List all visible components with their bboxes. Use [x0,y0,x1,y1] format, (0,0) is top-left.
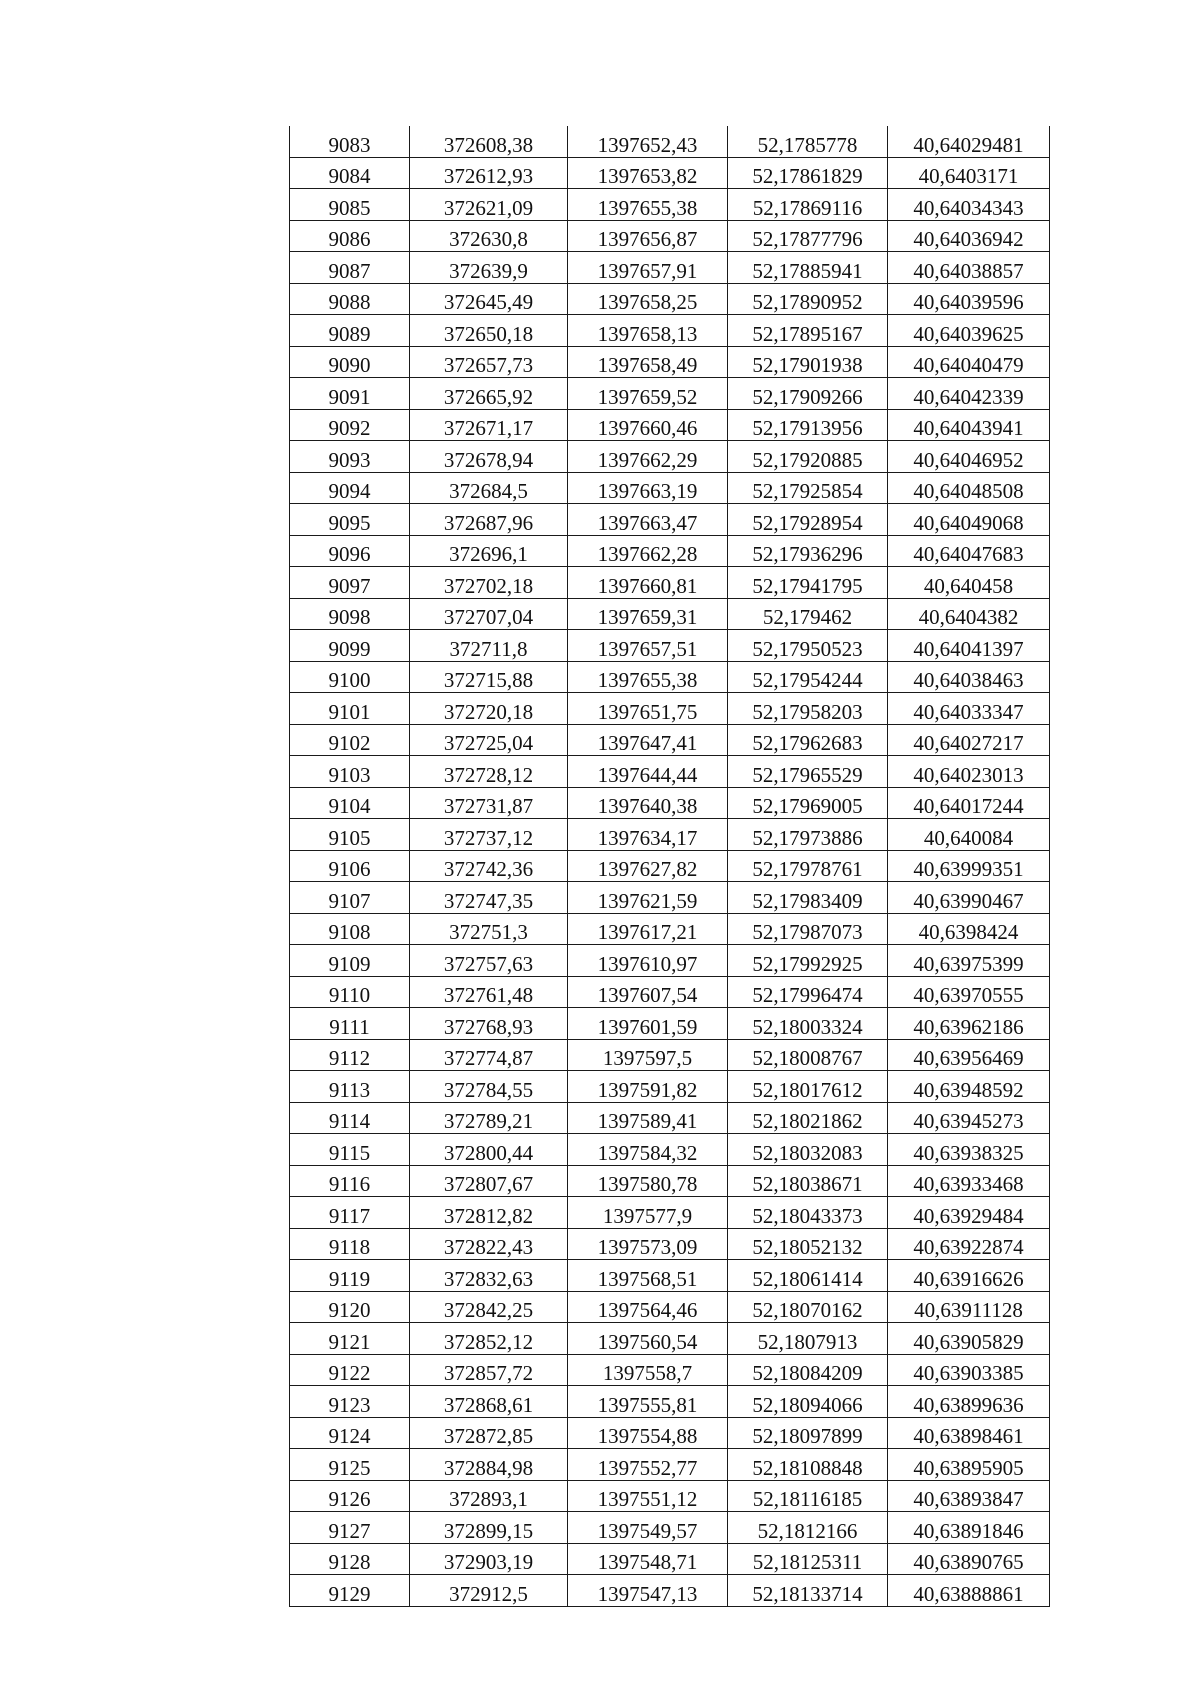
latitude-cell: 52,18084209 [728,1354,888,1386]
y-coordinate-cell: 1397660,46 [568,409,728,441]
y-coordinate-cell: 1397555,81 [568,1386,728,1418]
longitude-cell: 40,63898461 [888,1417,1050,1449]
point-number-cell: 9090 [290,346,410,378]
latitude-cell: 52,17901938 [728,346,888,378]
point-number-cell: 9083 [290,126,410,157]
y-coordinate-cell: 1397647,41 [568,724,728,756]
longitude-cell: 40,64029481 [888,126,1050,157]
coordinates-table [289,126,1050,1607]
longitude-cell: 40,63922874 [888,1228,1050,1260]
x-coordinate-cell: 372842,25 [410,1291,568,1323]
point-number-cell: 9116 [290,1165,410,1197]
table-row [290,1354,1050,1386]
x-coordinate-cell: 372702,18 [410,567,568,599]
point-number-cell: 9123 [290,1386,410,1418]
x-coordinate-cell: 372893,1 [410,1480,568,1512]
latitude-cell: 52,1785778 [728,126,888,157]
latitude-cell: 52,18061414 [728,1260,888,1292]
latitude-cell: 52,18017612 [728,1071,888,1103]
point-number-cell: 9084 [290,157,410,189]
x-coordinate-cell: 372715,88 [410,661,568,693]
table-row [290,567,1050,599]
x-coordinate-cell: 372665,92 [410,378,568,410]
longitude-cell: 40,64046952 [888,441,1050,473]
x-coordinate-cell: 372912,5 [410,1575,568,1607]
latitude-cell: 52,17936296 [728,535,888,567]
longitude-cell: 40,63911128 [888,1291,1050,1323]
y-coordinate-cell: 1397655,38 [568,661,728,693]
latitude-cell: 52,18097899 [728,1417,888,1449]
point-number-cell: 9120 [290,1291,410,1323]
point-number-cell: 9111 [290,1008,410,1040]
y-coordinate-cell: 1397651,75 [568,693,728,725]
x-coordinate-cell: 372728,12 [410,756,568,788]
point-number-cell: 9085 [290,189,410,221]
x-coordinate-cell: 372737,12 [410,819,568,851]
table-row [290,1575,1050,1607]
point-number-cell: 9086 [290,220,410,252]
latitude-cell: 52,18094066 [728,1386,888,1418]
y-coordinate-cell: 1397547,13 [568,1575,728,1607]
table-row [290,1008,1050,1040]
y-coordinate-cell: 1397659,31 [568,598,728,630]
x-coordinate-cell: 372696,1 [410,535,568,567]
latitude-cell: 52,17928954 [728,504,888,536]
latitude-cell: 52,17950523 [728,630,888,662]
y-coordinate-cell: 1397657,51 [568,630,728,662]
latitude-cell: 52,18133714 [728,1575,888,1607]
y-coordinate-cell: 1397584,32 [568,1134,728,1166]
point-number-cell: 9127 [290,1512,410,1544]
longitude-cell: 40,63895905 [888,1449,1050,1481]
point-number-cell: 9114 [290,1102,410,1134]
table-row [290,693,1050,725]
y-coordinate-cell: 1397568,51 [568,1260,728,1292]
x-coordinate-cell: 372684,5 [410,472,568,504]
longitude-cell: 40,63970555 [888,976,1050,1008]
latitude-cell: 52,17920885 [728,441,888,473]
y-coordinate-cell: 1397658,25 [568,283,728,315]
table-row [290,1417,1050,1449]
table-row [290,724,1050,756]
table-row [290,504,1050,536]
y-coordinate-cell: 1397577,9 [568,1197,728,1229]
latitude-cell: 52,18038671 [728,1165,888,1197]
longitude-cell: 40,6398424 [888,913,1050,945]
longitude-cell: 40,6403171 [888,157,1050,189]
coordinates-table-body [290,126,1050,1606]
latitude-cell: 52,18032083 [728,1134,888,1166]
table-row [290,850,1050,882]
table-row [290,441,1050,473]
table-row [290,409,1050,441]
x-coordinate-cell: 372687,96 [410,504,568,536]
point-number-cell: 9100 [290,661,410,693]
x-coordinate-cell: 372903,19 [410,1543,568,1575]
table-row [290,787,1050,819]
table-row [290,945,1050,977]
x-coordinate-cell: 372650,18 [410,315,568,347]
longitude-cell: 40,64040479 [888,346,1050,378]
y-coordinate-cell: 1397552,77 [568,1449,728,1481]
table-row [290,126,1050,157]
y-coordinate-cell: 1397560,54 [568,1323,728,1355]
table-row [290,378,1050,410]
table-row [290,535,1050,567]
point-number-cell: 9117 [290,1197,410,1229]
y-coordinate-cell: 1397627,82 [568,850,728,882]
x-coordinate-cell: 372645,49 [410,283,568,315]
longitude-cell: 40,63891846 [888,1512,1050,1544]
x-coordinate-cell: 372899,15 [410,1512,568,1544]
latitude-cell: 52,1812166 [728,1512,888,1544]
latitude-cell: 52,17992925 [728,945,888,977]
latitude-cell: 52,18116185 [728,1480,888,1512]
y-coordinate-cell: 1397662,28 [568,535,728,567]
longitude-cell: 40,63945273 [888,1102,1050,1134]
longitude-cell: 40,64036942 [888,220,1050,252]
latitude-cell: 52,18125311 [728,1543,888,1575]
x-coordinate-cell: 372608,38 [410,126,568,157]
x-coordinate-cell: 372747,35 [410,882,568,914]
y-coordinate-cell: 1397601,59 [568,1008,728,1040]
x-coordinate-cell: 372768,93 [410,1008,568,1040]
latitude-cell: 52,17983409 [728,882,888,914]
latitude-cell: 52,17885941 [728,252,888,284]
longitude-cell: 40,64049068 [888,504,1050,536]
table-row [290,598,1050,630]
latitude-cell: 52,17973886 [728,819,888,851]
longitude-cell: 40,64039625 [888,315,1050,347]
point-number-cell: 9129 [290,1575,410,1607]
point-number-cell: 9089 [290,315,410,347]
x-coordinate-cell: 372774,87 [410,1039,568,1071]
y-coordinate-cell: 1397554,88 [568,1417,728,1449]
longitude-cell: 40,64048508 [888,472,1050,504]
latitude-cell: 52,17978761 [728,850,888,882]
point-number-cell: 9112 [290,1039,410,1071]
x-coordinate-cell: 372857,72 [410,1354,568,1386]
longitude-cell: 40,63956469 [888,1039,1050,1071]
longitude-cell: 40,63903385 [888,1354,1050,1386]
point-number-cell: 9096 [290,535,410,567]
x-coordinate-cell: 372868,61 [410,1386,568,1418]
latitude-cell: 52,17987073 [728,913,888,945]
longitude-cell: 40,64038857 [888,252,1050,284]
point-number-cell: 9101 [290,693,410,725]
latitude-cell: 52,18021862 [728,1102,888,1134]
table-row [290,1039,1050,1071]
table-row [290,1165,1050,1197]
longitude-cell: 40,640458 [888,567,1050,599]
longitude-cell: 40,63899636 [888,1386,1050,1418]
longitude-cell: 40,640084 [888,819,1050,851]
y-coordinate-cell: 1397549,57 [568,1512,728,1544]
x-coordinate-cell: 372784,55 [410,1071,568,1103]
table-row [290,315,1050,347]
table-row [290,630,1050,662]
latitude-cell: 52,17996474 [728,976,888,1008]
table-row [290,1291,1050,1323]
longitude-cell: 40,64034343 [888,189,1050,221]
longitude-cell: 40,63948592 [888,1071,1050,1103]
latitude-cell: 52,17861829 [728,157,888,189]
y-coordinate-cell: 1397548,71 [568,1543,728,1575]
point-number-cell: 9118 [290,1228,410,1260]
point-number-cell: 9097 [290,567,410,599]
y-coordinate-cell: 1397659,52 [568,378,728,410]
table-row [290,1134,1050,1166]
point-number-cell: 9108 [290,913,410,945]
table-row [290,1543,1050,1575]
longitude-cell: 40,64023013 [888,756,1050,788]
x-coordinate-cell: 372807,67 [410,1165,568,1197]
latitude-cell: 52,18008767 [728,1039,888,1071]
longitude-cell: 40,63893847 [888,1480,1050,1512]
point-number-cell: 9113 [290,1071,410,1103]
x-coordinate-cell: 372720,18 [410,693,568,725]
table-row [290,1071,1050,1103]
point-number-cell: 9107 [290,882,410,914]
x-coordinate-cell: 372731,87 [410,787,568,819]
table-row [290,220,1050,252]
longitude-cell: 40,64038463 [888,661,1050,693]
table-row [290,1449,1050,1481]
longitude-cell: 40,63890765 [888,1543,1050,1575]
point-number-cell: 9094 [290,472,410,504]
latitude-cell: 52,17965529 [728,756,888,788]
y-coordinate-cell: 1397644,44 [568,756,728,788]
table-row [290,1228,1050,1260]
longitude-cell: 40,63990467 [888,882,1050,914]
table-row [290,252,1050,284]
table-row [290,1260,1050,1292]
point-number-cell: 9124 [290,1417,410,1449]
longitude-cell: 40,6404382 [888,598,1050,630]
x-coordinate-cell: 372657,73 [410,346,568,378]
x-coordinate-cell: 372800,44 [410,1134,568,1166]
table-row [290,661,1050,693]
y-coordinate-cell: 1397564,46 [568,1291,728,1323]
longitude-cell: 40,64042339 [888,378,1050,410]
latitude-cell: 52,17890952 [728,283,888,315]
table-row [290,882,1050,914]
longitude-cell: 40,64043941 [888,409,1050,441]
table-row [290,346,1050,378]
y-coordinate-cell: 1397657,91 [568,252,728,284]
x-coordinate-cell: 372707,04 [410,598,568,630]
point-number-cell: 9122 [290,1354,410,1386]
y-coordinate-cell: 1397652,43 [568,126,728,157]
point-number-cell: 9110 [290,976,410,1008]
x-coordinate-cell: 372621,09 [410,189,568,221]
point-number-cell: 9104 [290,787,410,819]
y-coordinate-cell: 1397634,17 [568,819,728,851]
x-coordinate-cell: 372872,85 [410,1417,568,1449]
point-number-cell: 9102 [290,724,410,756]
y-coordinate-cell: 1397617,21 [568,913,728,945]
x-coordinate-cell: 372884,98 [410,1449,568,1481]
table-row [290,1386,1050,1418]
table-row [290,1197,1050,1229]
y-coordinate-cell: 1397621,59 [568,882,728,914]
y-coordinate-cell: 1397655,38 [568,189,728,221]
point-number-cell: 9103 [290,756,410,788]
longitude-cell: 40,64027217 [888,724,1050,756]
point-number-cell: 9099 [290,630,410,662]
table-row [290,913,1050,945]
table-row [290,283,1050,315]
y-coordinate-cell: 1397589,41 [568,1102,728,1134]
latitude-cell: 52,17895167 [728,315,888,347]
longitude-cell: 40,63905829 [888,1323,1050,1355]
longitude-cell: 40,64017244 [888,787,1050,819]
table-row [290,1102,1050,1134]
point-number-cell: 9091 [290,378,410,410]
longitude-cell: 40,64033347 [888,693,1050,725]
point-number-cell: 9125 [290,1449,410,1481]
x-coordinate-cell: 372630,8 [410,220,568,252]
x-coordinate-cell: 372832,63 [410,1260,568,1292]
y-coordinate-cell: 1397591,82 [568,1071,728,1103]
point-number-cell: 9095 [290,504,410,536]
point-number-cell: 9088 [290,283,410,315]
y-coordinate-cell: 1397610,97 [568,945,728,977]
latitude-cell: 52,1807913 [728,1323,888,1355]
y-coordinate-cell: 1397551,12 [568,1480,728,1512]
x-coordinate-cell: 372711,8 [410,630,568,662]
latitude-cell: 52,18052132 [728,1228,888,1260]
table-row [290,472,1050,504]
longitude-cell: 40,63999351 [888,850,1050,882]
x-coordinate-cell: 372639,9 [410,252,568,284]
latitude-cell: 52,18003324 [728,1008,888,1040]
point-number-cell: 9105 [290,819,410,851]
longitude-cell: 40,63962186 [888,1008,1050,1040]
y-coordinate-cell: 1397662,29 [568,441,728,473]
point-number-cell: 9128 [290,1543,410,1575]
x-coordinate-cell: 372852,12 [410,1323,568,1355]
latitude-cell: 52,17909266 [728,378,888,410]
y-coordinate-cell: 1397607,54 [568,976,728,1008]
y-coordinate-cell: 1397663,47 [568,504,728,536]
y-coordinate-cell: 1397658,13 [568,315,728,347]
point-number-cell: 9109 [290,945,410,977]
table-row [290,756,1050,788]
table-row [290,1512,1050,1544]
x-coordinate-cell: 372812,82 [410,1197,568,1229]
y-coordinate-cell: 1397573,09 [568,1228,728,1260]
latitude-cell: 52,179462 [728,598,888,630]
latitude-cell: 52,17969005 [728,787,888,819]
x-coordinate-cell: 372671,17 [410,409,568,441]
y-coordinate-cell: 1397663,19 [568,472,728,504]
longitude-cell: 40,63933468 [888,1165,1050,1197]
table-row [290,189,1050,221]
y-coordinate-cell: 1397653,82 [568,157,728,189]
longitude-cell: 40,63929484 [888,1197,1050,1229]
longitude-cell: 40,63938325 [888,1134,1050,1166]
x-coordinate-cell: 372761,48 [410,976,568,1008]
longitude-cell: 40,63975399 [888,945,1050,977]
longitude-cell: 40,63916626 [888,1260,1050,1292]
point-number-cell: 9121 [290,1323,410,1355]
y-coordinate-cell: 1397597,5 [568,1039,728,1071]
y-coordinate-cell: 1397558,7 [568,1354,728,1386]
point-number-cell: 9098 [290,598,410,630]
latitude-cell: 52,17925854 [728,472,888,504]
point-number-cell: 9093 [290,441,410,473]
latitude-cell: 52,18070162 [728,1291,888,1323]
latitude-cell: 52,17913956 [728,409,888,441]
y-coordinate-cell: 1397658,49 [568,346,728,378]
table-row [290,1480,1050,1512]
longitude-cell: 40,63888861 [888,1575,1050,1607]
y-coordinate-cell: 1397640,38 [568,787,728,819]
x-coordinate-cell: 372725,04 [410,724,568,756]
point-number-cell: 9119 [290,1260,410,1292]
x-coordinate-cell: 372822,43 [410,1228,568,1260]
y-coordinate-cell: 1397656,87 [568,220,728,252]
x-coordinate-cell: 372742,36 [410,850,568,882]
point-number-cell: 9115 [290,1134,410,1166]
point-number-cell: 9106 [290,850,410,882]
longitude-cell: 40,64041397 [888,630,1050,662]
point-number-cell: 9087 [290,252,410,284]
longitude-cell: 40,64047683 [888,535,1050,567]
latitude-cell: 52,17962683 [728,724,888,756]
latitude-cell: 52,17941795 [728,567,888,599]
y-coordinate-cell: 1397580,78 [568,1165,728,1197]
point-number-cell: 9092 [290,409,410,441]
latitude-cell: 52,18108848 [728,1449,888,1481]
x-coordinate-cell: 372789,21 [410,1102,568,1134]
y-coordinate-cell: 1397660,81 [568,567,728,599]
latitude-cell: 52,17877796 [728,220,888,252]
latitude-cell: 52,17869116 [728,189,888,221]
longitude-cell: 40,64039596 [888,283,1050,315]
table-row [290,1323,1050,1355]
x-coordinate-cell: 372678,94 [410,441,568,473]
table-row [290,976,1050,1008]
x-coordinate-cell: 372612,93 [410,157,568,189]
table-row [290,157,1050,189]
point-number-cell: 9126 [290,1480,410,1512]
x-coordinate-cell: 372751,3 [410,913,568,945]
latitude-cell: 52,17954244 [728,661,888,693]
latitude-cell: 52,17958203 [728,693,888,725]
table-row [290,819,1050,851]
latitude-cell: 52,18043373 [728,1197,888,1229]
x-coordinate-cell: 372757,63 [410,945,568,977]
